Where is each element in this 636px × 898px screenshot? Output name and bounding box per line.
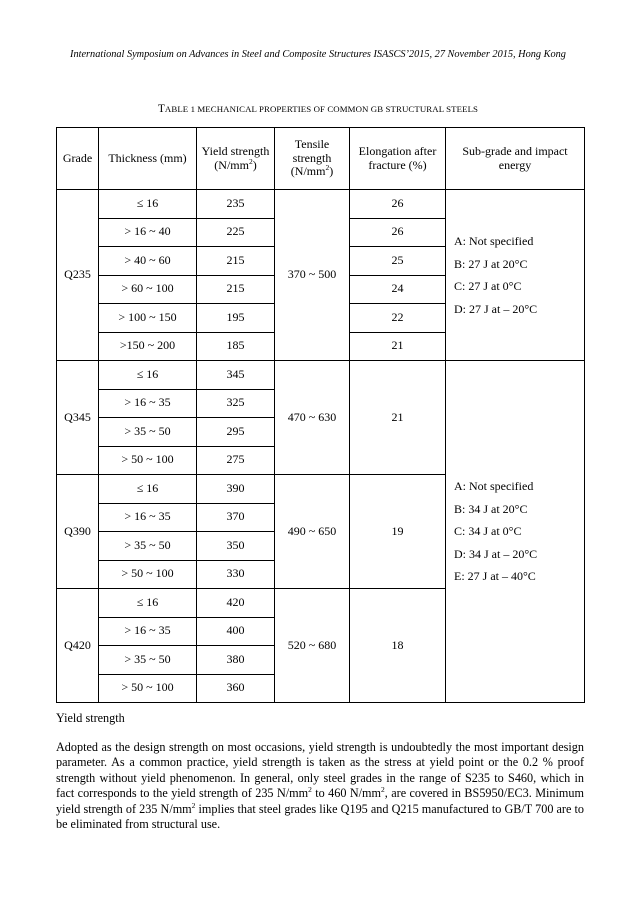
- table-caption-rest: ABLE 1 MECHANICAL PROPERTIES OF COMMON GB STRUCTURAL STEELS: [164, 104, 479, 114]
- col-header-tensile: Tensile strength $(N/mm^2)$: [275, 128, 350, 190]
- subgrade-line: A: Not specified: [454, 479, 534, 494]
- tensile-cell: 370 ~ 500: [275, 190, 350, 361]
- table-row: [57, 361, 585, 390]
- thickness-cell: ≤ 16: [99, 475, 197, 504]
- thickness-cell: > 40 ~ 60: [99, 247, 197, 276]
- thickness-cell: > 16 ~ 40: [99, 218, 197, 247]
- elongation-cell: 22: [350, 304, 446, 333]
- yield-cell: 195: [197, 304, 275, 333]
- yield-cell: 345: [197, 361, 275, 390]
- table-caption: [0, 103, 636, 115]
- col-header-grade: Grade: [57, 128, 99, 190]
- yield-cell: 235: [197, 190, 275, 219]
- subgrade-line: B: 34 J at 20°C: [454, 501, 528, 516]
- table-caption-initial: T: [157, 103, 165, 115]
- thickness-cell: ≤ 16: [99, 361, 197, 390]
- yield-cell: 295: [197, 418, 275, 447]
- grade-cell: Q390: [57, 475, 99, 589]
- section-heading: Yield strength: [56, 711, 125, 725]
- col-header-yield: Yield strength $(N/mm^2)$: [197, 128, 275, 190]
- thickness-cell: > 16 ~ 35: [99, 389, 197, 418]
- elongation-cell: 24: [350, 275, 446, 304]
- thickness-cell: > 35 ~ 50: [99, 646, 197, 675]
- grade-cell: Q420: [57, 589, 99, 703]
- tensile-cell: 520 ~ 680: [275, 589, 350, 703]
- col-header-elongation: Elongation after fracture (%): [350, 128, 446, 190]
- thickness-cell: > 16 ~ 35: [99, 617, 197, 646]
- thickness-cell: >150 ~ 200: [99, 332, 197, 361]
- subgrade-line: A: Not specified: [454, 234, 534, 248]
- elongation-cell: 25: [350, 247, 446, 276]
- thickness-cell: > 100 ~ 150: [99, 304, 197, 333]
- thickness-cell: > 35 ~ 50: [99, 418, 197, 447]
- running-header: International Symposium on Advances in Steel and Composite Structures ISASCS’2015, 27 November 2015, Hong Kong: [70, 49, 566, 60]
- yield-cell: 215: [197, 247, 275, 276]
- grade-cell: Q235: [57, 190, 99, 361]
- thickness-cell: > 60 ~ 100: [99, 275, 197, 304]
- grade-cell: Q345: [57, 361, 99, 475]
- yield-cell: 420: [197, 589, 275, 618]
- yield-cell: 215: [197, 275, 275, 304]
- elongation-cell: 18: [350, 589, 446, 703]
- elongation-cell: 26: [350, 190, 446, 219]
- yield-cell: 185: [197, 332, 275, 361]
- thickness-cell: > 50 ~ 100: [99, 560, 197, 589]
- elongation-cell: 21: [350, 361, 446, 475]
- elongation-cell: 26: [350, 218, 446, 247]
- thickness-cell: > 16 ~ 35: [99, 503, 197, 532]
- tensile-cell: 470 ~ 630: [275, 361, 350, 475]
- yield-cell: 360: [197, 674, 275, 703]
- subgrade-line: E: 27 J at – 40°C: [454, 569, 536, 584]
- col-header-thickness: Thickness (mm): [99, 128, 197, 190]
- yield-cell: 400: [197, 617, 275, 646]
- body-paragraph: Adopted as the design strength on most occasions, yield strength is undoubtedly the most important design parameter. As a common practice, yield strength is taken as the stress at yield point or the 0.2 % proof strength without yield phenomenon. In general, only steel grades in the range of S235 to S460, which in fact corresponds to the yield strength of 235 $N/mm^2$ to 460 $N/mm^2$, are covered in BS5950/EC3. Minimum yield strength of 235 $N/mm^2$ implies that steel grades like Q195 and Q215 manufactured to GB/T 700 are to be eliminated from structural use.: [56, 740, 584, 832]
- elongation-cell: 21: [350, 332, 446, 361]
- yield-cell: 390: [197, 475, 275, 504]
- thickness-cell: > 35 ~ 50: [99, 532, 197, 561]
- subgrade-line: D: 34 J at – 20°C: [454, 546, 538, 561]
- yield-cell: 275: [197, 446, 275, 475]
- yield-cell: 330: [197, 560, 275, 589]
- thickness-cell: > 50 ~ 100: [99, 446, 197, 475]
- subgrade-line: B: 27 J at 20°C: [454, 256, 528, 271]
- subgrade-cell-others: [446, 361, 585, 703]
- elongation-cell: 19: [350, 475, 446, 589]
- subgrade-line: C: 34 J at 0°C: [454, 524, 522, 539]
- yield-cell: 370: [197, 503, 275, 532]
- thickness-cell: ≤ 16: [99, 589, 197, 618]
- table-row: [57, 190, 585, 219]
- subgrade-line: C: 27 J at 0°C: [454, 279, 522, 293]
- col-header-subgrade: Sub-grade and impact energy: [446, 128, 585, 190]
- properties-table: [56, 127, 585, 703]
- subgrade-line: D: 27 J at – 20°C: [454, 301, 538, 316]
- yield-cell: 380: [197, 646, 275, 675]
- thickness-cell: ≤ 16: [99, 190, 197, 219]
- header-row: [57, 128, 585, 190]
- thickness-cell: > 50 ~ 100: [99, 674, 197, 703]
- yield-cell: 350: [197, 532, 275, 561]
- subgrade-cell-q235: [446, 190, 585, 361]
- tensile-cell: 490 ~ 650: [275, 475, 350, 589]
- yield-cell: 325: [197, 389, 275, 418]
- yield-cell: 225: [197, 218, 275, 247]
